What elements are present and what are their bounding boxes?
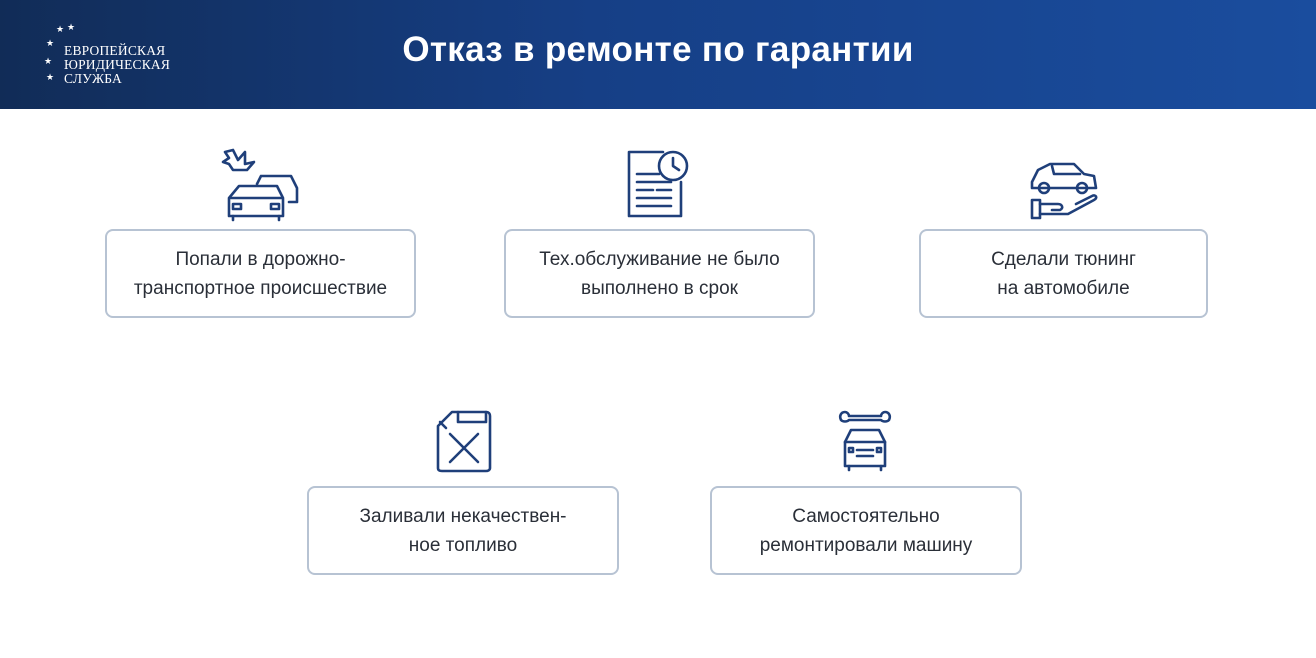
reason-label: Сделали тюнинг на автомобиле bbox=[991, 248, 1136, 299]
reason-card-tuning bbox=[919, 229, 1208, 318]
reason-label: Попали в дорожно- транспортное происшествие bbox=[133, 248, 388, 299]
page-title: Отказ в ремонте по гарантии bbox=[402, 30, 914, 69]
reason-card-fuel bbox=[307, 486, 619, 575]
reason-card-self-repair bbox=[710, 486, 1022, 575]
svg-text:★: ★ bbox=[46, 72, 55, 82]
svg-text:★: ★ bbox=[56, 24, 65, 34]
svg-text:★: ★ bbox=[44, 56, 53, 66]
logo-line-1: ЕВРОПЕЙСКАЯ bbox=[64, 43, 166, 58]
svg-text:★: ★ bbox=[67, 22, 76, 32]
header-banner bbox=[0, 0, 1316, 109]
reason-label: Самостоятельно ремонтировали машину bbox=[759, 505, 973, 556]
reason-card-accident bbox=[105, 229, 416, 318]
fuel-canister-icon bbox=[434, 408, 494, 474]
car-wrench-icon bbox=[835, 406, 895, 474]
logo-line-3: СЛУЖБА bbox=[64, 71, 123, 86]
reason-card-maintenance bbox=[504, 229, 815, 318]
reason-label: Заливали некачествен- ное топливо bbox=[359, 505, 567, 556]
logo-line-2: ЮРИДИЧЕСКАЯ bbox=[64, 57, 171, 72]
car-on-hand-icon bbox=[1028, 160, 1100, 220]
car-crash-icon bbox=[221, 148, 301, 220]
reason-label: Тех.обслуживание не было выполнено в срок bbox=[539, 248, 780, 299]
document-clock-icon bbox=[625, 148, 693, 220]
svg-text:★: ★ bbox=[46, 38, 55, 48]
